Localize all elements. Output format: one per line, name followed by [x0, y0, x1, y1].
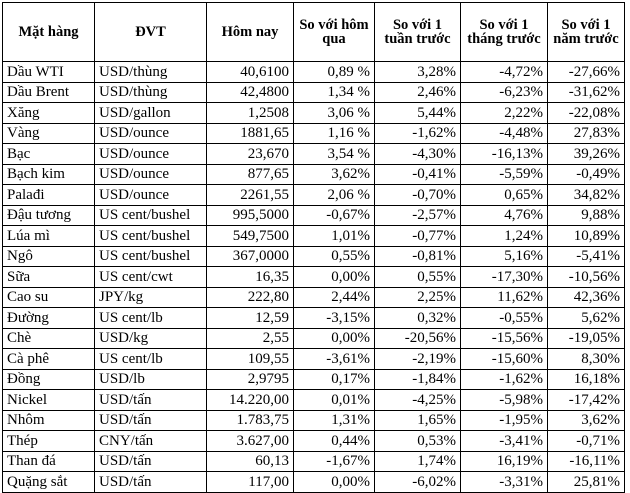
table-cell: US cent/bushel [95, 205, 207, 226]
table-cell: -5,98% [461, 390, 548, 411]
table-cell: -0,77% [375, 226, 461, 247]
table-cell: -16,13% [461, 144, 548, 165]
table-cell: US cent/bushel [95, 246, 207, 267]
table-cell: 10,89% [548, 226, 625, 247]
table-cell: 2,9795 [207, 369, 294, 390]
table-cell: 1,01% [294, 226, 375, 247]
table-row [3, 185, 625, 206]
table-cell: 0,00% [294, 328, 375, 349]
table-row [3, 287, 625, 308]
table-cell: Nickel [3, 390, 95, 411]
table-cell: 0,53% [375, 431, 461, 452]
table-row [3, 328, 625, 349]
table-cell: 1,16 % [294, 123, 375, 144]
table-cell: Vàng [3, 123, 95, 144]
table-cell: Quặng sắt [3, 472, 95, 493]
table-cell: -15,60% [461, 349, 548, 370]
table-cell: -20,56% [375, 328, 461, 349]
table-cell: -2,19% [375, 349, 461, 370]
table-cell: USD/lb [95, 369, 207, 390]
table-cell: Lúa mì [3, 226, 95, 247]
table-cell: 0,65% [461, 185, 548, 206]
table-cell: Dầu WTI [3, 62, 95, 83]
table-cell: 5,62% [548, 308, 625, 329]
table-cell: USD/gallon [95, 103, 207, 124]
table-row [3, 472, 625, 493]
column-header: So với 1 năm trước [548, 3, 625, 62]
table-cell: -0,70% [375, 185, 461, 206]
table-cell: -6,02% [375, 472, 461, 493]
table-cell: -19,05% [548, 328, 625, 349]
table-cell: 367,0000 [207, 246, 294, 267]
table-cell: -6,23% [461, 82, 548, 103]
table-cell: 3,62% [548, 410, 625, 431]
table-row [3, 103, 625, 124]
table-row [3, 82, 625, 103]
table-cell: -0,67% [294, 205, 375, 226]
table-cell: -22,08% [548, 103, 625, 124]
table-cell: -10,56% [548, 267, 625, 288]
table-cell: USD/tấn [95, 451, 207, 472]
table-cell: 12,59 [207, 308, 294, 329]
table-cell: 2,06 % [294, 185, 375, 206]
table-cell: 117,00 [207, 472, 294, 493]
table-cell: 995,5000 [207, 205, 294, 226]
table-cell: US cent/cwt [95, 267, 207, 288]
table-cell: USD/tấn [95, 410, 207, 431]
table-cell: -17,30% [461, 267, 548, 288]
table-row [3, 390, 625, 411]
table-cell: -5,59% [461, 164, 548, 185]
table-cell: 42,4800 [207, 82, 294, 103]
table-row [3, 205, 625, 226]
table-cell: 0,55% [375, 267, 461, 288]
table-cell: 2,46% [375, 82, 461, 103]
table-row [3, 123, 625, 144]
table-row [3, 308, 625, 329]
table-cell: Thép [3, 431, 95, 452]
table-cell: 40,6100 [207, 62, 294, 83]
table-cell: USD/ounce [95, 185, 207, 206]
table-cell: USD/tấn [95, 472, 207, 493]
table-cell: 2,44% [294, 287, 375, 308]
table-cell: 2,55 [207, 328, 294, 349]
table-cell: Palađi [3, 185, 95, 206]
column-header: Hôm nay [207, 3, 294, 62]
table-cell: 9,88% [548, 205, 625, 226]
table-cell: -1,62% [461, 369, 548, 390]
table-cell: -16,11% [548, 451, 625, 472]
table-cell: Xăng [3, 103, 95, 124]
table-cell: Bạc [3, 144, 95, 165]
table-cell: 16,35 [207, 267, 294, 288]
table-row [3, 451, 625, 472]
table-cell: -15,56% [461, 328, 548, 349]
table-cell: Đậu tương [3, 205, 95, 226]
table-cell: -31,62% [548, 82, 625, 103]
table-cell: 2261,55 [207, 185, 294, 206]
table-cell: -1,84% [375, 369, 461, 390]
column-header: ĐVT [95, 3, 207, 62]
table-cell: 3,28% [375, 62, 461, 83]
table-cell: 25,81% [548, 472, 625, 493]
table-cell: USD/kg [95, 328, 207, 349]
table-cell: 60,13 [207, 451, 294, 472]
table-cell: 0,00% [294, 267, 375, 288]
table-cell: US cent/bushel [95, 226, 207, 247]
table-cell: 5,44% [375, 103, 461, 124]
commodity-price-table-container [2, 2, 625, 493]
table-cell: Đường [3, 308, 95, 329]
column-header: Mặt hàng [3, 3, 95, 62]
table-cell: Dầu Brent [3, 82, 95, 103]
table-cell: -2,57% [375, 205, 461, 226]
table-row [3, 226, 625, 247]
table-row [3, 267, 625, 288]
table-cell: 0,44% [294, 431, 375, 452]
table-cell: CNY/tấn [95, 431, 207, 452]
table-cell: 1,65% [375, 410, 461, 431]
table-cell: 222,80 [207, 287, 294, 308]
column-header: So với 1 tuần trước [375, 3, 461, 62]
table-cell: -4,25% [375, 390, 461, 411]
table-row [3, 62, 625, 83]
table-row [3, 144, 625, 165]
table-cell: 42,36% [548, 287, 625, 308]
table-row [3, 369, 625, 390]
table-cell: -4,30% [375, 144, 461, 165]
table-cell: 39,26% [548, 144, 625, 165]
table-row [3, 410, 625, 431]
table-cell: 16,19% [461, 451, 548, 472]
table-cell: 549,7500 [207, 226, 294, 247]
table-cell: 27,83% [548, 123, 625, 144]
table-cell: US cent/lb [95, 308, 207, 329]
table-cell: 2,25% [375, 287, 461, 308]
table-cell: 0,01% [294, 390, 375, 411]
table-cell: -3,15% [294, 308, 375, 329]
table-cell: -3,41% [461, 431, 548, 452]
table-cell: -0,55% [461, 308, 548, 329]
table-cell: -1,95% [461, 410, 548, 431]
table-cell: Chè [3, 328, 95, 349]
table-cell: 14.220,00 [207, 390, 294, 411]
table-row [3, 431, 625, 452]
table-cell: USD/ounce [95, 144, 207, 165]
table-cell: 16,18% [548, 369, 625, 390]
table-cell: 3,54 % [294, 144, 375, 165]
table-cell: Cà phê [3, 349, 95, 370]
table-cell: 1881,65 [207, 123, 294, 144]
column-header: So với 1 tháng trước [461, 3, 548, 62]
table-cell: -5,41% [548, 246, 625, 267]
table-cell: -1,67% [294, 451, 375, 472]
table-cell: -27,66% [548, 62, 625, 83]
table-cell: Than đá [3, 451, 95, 472]
header-row [3, 3, 625, 62]
table-cell: 3.627,00 [207, 431, 294, 452]
table-cell: Sữa [3, 267, 95, 288]
table-cell: 109,55 [207, 349, 294, 370]
table-cell: 3,06 % [294, 103, 375, 124]
table-cell: -0,81% [375, 246, 461, 267]
table-cell: -4,48% [461, 123, 548, 144]
table-cell: 1,34 % [294, 82, 375, 103]
table-row [3, 164, 625, 185]
table-cell: -0,71% [548, 431, 625, 452]
table-cell: USD/ounce [95, 123, 207, 144]
table-cell: 0,32% [375, 308, 461, 329]
table-cell: 877,65 [207, 164, 294, 185]
table-cell: 1,24% [461, 226, 548, 247]
table-cell: 4,76% [461, 205, 548, 226]
table-cell: USD/ounce [95, 164, 207, 185]
table-cell: Nhôm [3, 410, 95, 431]
table-cell: Ngô [3, 246, 95, 267]
table-cell: 23,670 [207, 144, 294, 165]
table-cell: -1,62% [375, 123, 461, 144]
column-header: So với hôm qua [294, 3, 375, 62]
table-cell: 1,74% [375, 451, 461, 472]
table-cell: -17,42% [548, 390, 625, 411]
commodity-price-table [2, 2, 625, 493]
table-cell: 0,89 % [294, 62, 375, 83]
table-cell: 1.783,75 [207, 410, 294, 431]
table-cell: 0,55% [294, 246, 375, 267]
table-cell: -4,72% [461, 62, 548, 83]
table-cell: 34,82% [548, 185, 625, 206]
table-body [3, 62, 625, 493]
table-cell: 0,17% [294, 369, 375, 390]
table-cell: -3,31% [461, 472, 548, 493]
table-cell: US cent/lb [95, 349, 207, 370]
table-cell: 1,31% [294, 410, 375, 431]
table-cell: 11,62% [461, 287, 548, 308]
table-cell: Cao su [3, 287, 95, 308]
table-cell: 3,62% [294, 164, 375, 185]
table-cell: -0,49% [548, 164, 625, 185]
table-row [3, 349, 625, 370]
table-cell: USD/thùng [95, 82, 207, 103]
table-cell: 5,16% [461, 246, 548, 267]
table-cell: Bạch kim [3, 164, 95, 185]
table-row [3, 246, 625, 267]
table-cell: 0,00% [294, 472, 375, 493]
table-cell: 1,2508 [207, 103, 294, 124]
table-cell: USD/thùng [95, 62, 207, 83]
table-cell: 2,22% [461, 103, 548, 124]
table-cell: JPY/kg [95, 287, 207, 308]
table-cell: USD/tấn [95, 390, 207, 411]
table-cell: 8,30% [548, 349, 625, 370]
table-cell: -0,41% [375, 164, 461, 185]
table-cell: -3,61% [294, 349, 375, 370]
table-cell: Đồng [3, 369, 95, 390]
